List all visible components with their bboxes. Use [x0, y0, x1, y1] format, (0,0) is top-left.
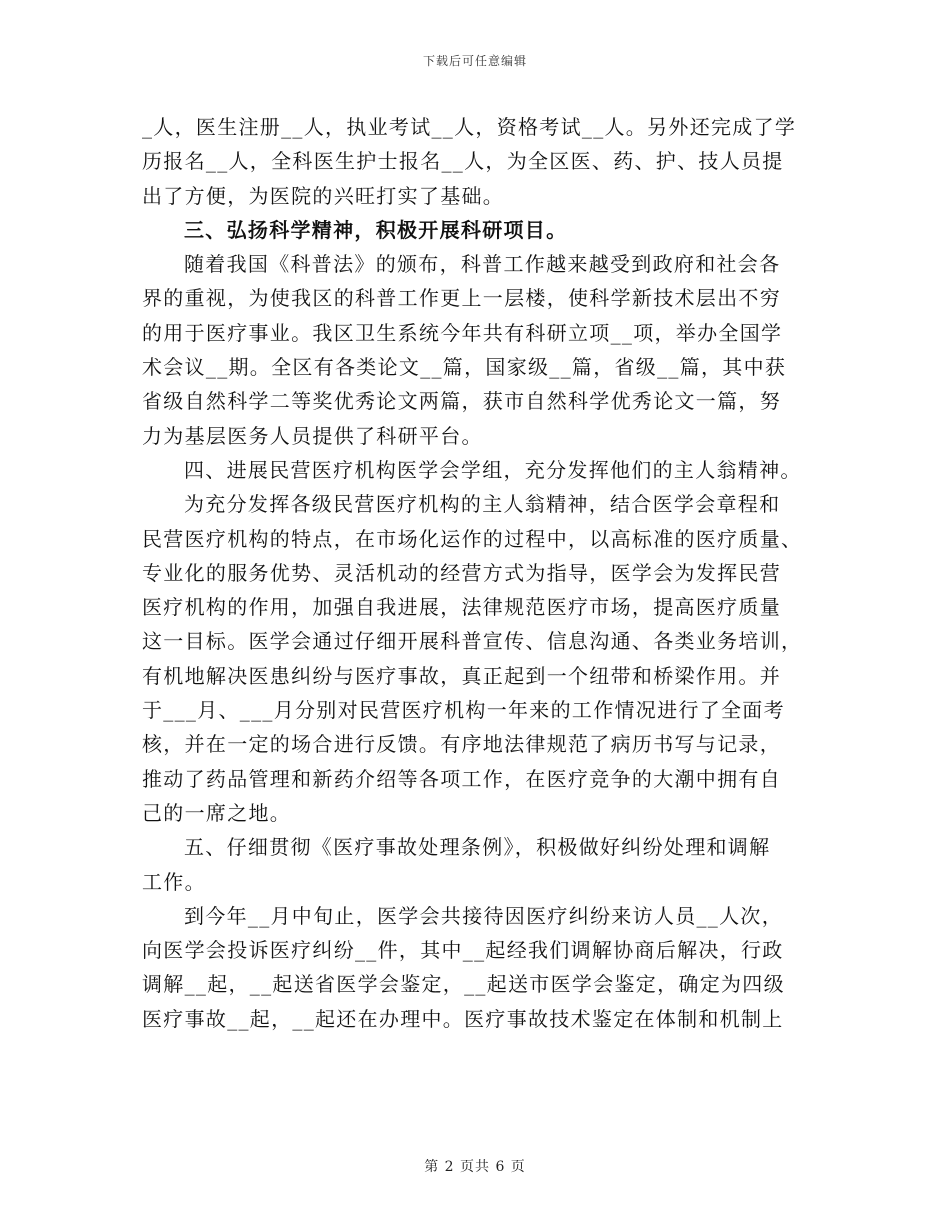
text-line: 历报名__人，全科医生护士报名__人，为全区医、药、护、技人员提	[142, 149, 784, 174]
text-line: 医疗事故__起，__起还在办理中。医疗事故技术鉴定在体制和机制上	[142, 1006, 784, 1031]
text-line: 核，并在一定的场合进行反馈。有序地法律规范了病历书写与记录，	[142, 732, 781, 757]
text-line: 己的一席之地。	[142, 800, 292, 825]
text-line: 向医学会投诉医疗纠纷__件，其中__起经我们调解协商后解决，行政	[142, 938, 784, 963]
text-line: 五、仔细贯彻《医疗事故处理条例》，积极做好纠纷处理和调解	[184, 835, 771, 860]
text-line: 医疗机构的作用，加强自我进展，法律规范医疗市场，提高医疗质量	[142, 595, 781, 620]
text-line: 为充分发挥各级民营医疗机构的主人翁精神，结合医学会章程和	[184, 492, 781, 517]
page-footer: 第 2 页共 6 页	[424, 1159, 526, 1175]
page-header: 下载后可任意编辑	[422, 54, 527, 68]
text-line: 界的重视，为使我区的科普工作更上一层楼，使科学新技术层出不穷	[142, 286, 781, 311]
text-line: 于___月、___月分别对民营医疗机构一年来的工作情况进行了全面考	[142, 698, 785, 723]
text-line: 力为基层医务人员提供了科研平台。	[142, 423, 483, 448]
section-heading: 三、弘扬科学精神，积极开展科研项目。	[184, 217, 568, 242]
document-body	[142, 110, 810, 1036]
text-line: _人，医生注册__人，执业考试__人，资格考试__人。另外还完成了学	[142, 115, 797, 139]
text-line: 随着我国《科普法》的颁布，科普工作越来越受到政府和社会各	[184, 252, 781, 277]
text-line: 这一目标。医学会通过仔细开展科普宣传、信息沟通、各类业务培训，	[142, 629, 803, 654]
text-line: 四、进展民营医疗机构医学会学组，充分发挥他们的主人翁精神。	[184, 457, 802, 482]
text-line: 出了方便，为医院的兴旺打实了基础。	[142, 183, 505, 208]
text-line: 调解__起，__起送省医学会鉴定，__起送市医学会鉴定，确定为四级	[142, 972, 785, 997]
text-line: 专业化的服务优势、灵活机动的经营方式为指导，医学会为发挥民营	[142, 560, 781, 585]
text-line: 推动了药品管理和新药介绍等各项工作，在医疗竞争的大潮中拥有自	[142, 766, 781, 791]
text-line: 民营医疗机构的特点，在市场化运作的过程中，以高标准的医疗质量、	[142, 526, 803, 551]
text-line: 术会议__期。全区有各类论文__篇，国家级__篇，省级__篇，其中获	[142, 355, 787, 380]
text-line: 有机地解决医患纠纷与医疗事故，真正起到一个纽带和桥梁作用。并	[142, 663, 781, 688]
text-line: 省级自然科学二等奖优秀论文两篇，获市自然科学优秀论文一篇，努	[142, 389, 781, 414]
text-line: 到今年__月中旬止，医学会共接待因医疗纠纷来访人员__人次，	[184, 903, 783, 928]
text-line: 的用于医疗事业。我区卫生系统今年共有科研立项__项，举办全国学	[142, 320, 783, 345]
text-line: 工作。	[142, 869, 206, 894]
